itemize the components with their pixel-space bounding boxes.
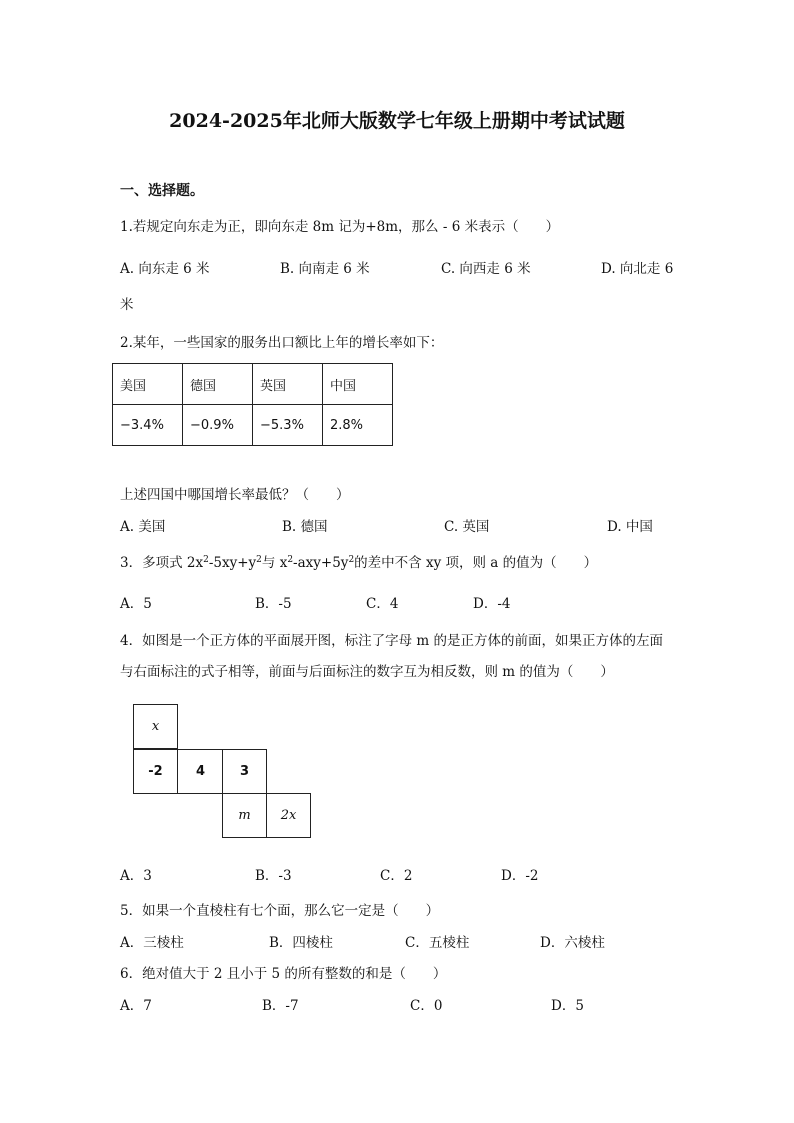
question-5-option-b: B．四棱柱 (269, 935, 333, 951)
q3-text: -axy+5y (293, 555, 349, 571)
table-header-cell: 美国 (113, 364, 183, 405)
q3-text: -5xy+y (208, 555, 257, 571)
question-4-stem-line-1: 4．如图是一个正方体的平面展开图，标注了字母 m 的是正方体的前面，如果正方体的左面 (120, 633, 663, 649)
q3-text: 的差中不含 xy 项，则 a 的值为（ ） (354, 555, 598, 571)
question-4-option-a: A．3 (120, 868, 152, 884)
table-header-row (113, 364, 393, 405)
question-3-option-a: A．5 (120, 596, 152, 612)
question-2-option-a: A. 美国 (120, 519, 166, 535)
question-2-option-d: D. 中国 (607, 519, 653, 535)
cube-net-middle-border (178, 749, 222, 794)
table-header-cell: 英国 (253, 364, 323, 405)
cube-net-face-front: m (222, 793, 267, 838)
table-cell: −0.9% (183, 405, 253, 446)
question-6-option-d: D．5 (551, 998, 584, 1014)
question-5-option-a: A．三棱柱 (120, 935, 184, 951)
question-2-stem: 2.某年，一些国家的服务出口额比上年的增长率如下： (120, 335, 444, 351)
question-4-option-b: B．-3 (255, 868, 292, 884)
question-1-option-b: B. 向南走 6 米 (280, 261, 370, 277)
question-3-option-c: C．4 (366, 596, 399, 612)
cube-net-face-top: x (133, 704, 178, 749)
question-4-stem-line-2: 与右面标注的式子相等，前面与后面标注的数字互为相反数，则 m 的值为（ ） (120, 664, 614, 680)
q3-text: 与 x (261, 555, 288, 571)
table-row (113, 405, 393, 446)
q3-exponent: 2 (287, 555, 294, 565)
table-header-cell: 中国 (323, 364, 393, 405)
question-1-option-d: D. 向北走 6 (601, 261, 674, 277)
question-1-option-a: A. 向东走 6 米 (120, 261, 210, 277)
table-cell: 2.8% (323, 405, 393, 446)
question-2-prompt: 上述四国中哪国增长率最低？（ ） (120, 487, 350, 503)
question-2-option-c: C. 英国 (444, 519, 490, 535)
q3-text: 3．多项式 2x (120, 555, 204, 571)
question-1-option-d-wrap: 米 (120, 297, 134, 313)
question-3-option-b: B．-5 (255, 596, 292, 612)
table-cell: −3.4% (113, 405, 183, 446)
question-3-stem (120, 557, 597, 571)
q3-exponent: 2 (348, 555, 355, 565)
question-5-stem: 5．如果一个直棱柱有七个面，那么它一定是（ ） (120, 903, 440, 919)
cube-net-face-left: -2 (133, 749, 178, 794)
page-title: 2024-2025年北师大版数学七年级上册期中考试试题 (169, 110, 625, 132)
table-header-cell: 德国 (183, 364, 253, 405)
question-4-option-c: C．2 (380, 868, 413, 884)
question-5-option-c: C．五棱柱 (405, 935, 470, 951)
question-6-option-b: B．-7 (262, 998, 299, 1014)
question-5-option-d: D．六棱柱 (540, 935, 605, 951)
section-heading: 一、选择题。 (120, 183, 204, 199)
growth-rate-table (112, 363, 393, 446)
question-1-option-c: C. 向西走 6 米 (441, 261, 531, 277)
q3-exponent: 2 (256, 555, 262, 565)
cube-net-face-middle: 4 (195, 764, 206, 779)
cube-net-face-bottom-right: 2x (266, 793, 311, 838)
question-3-option-d: D．-4 (473, 596, 511, 612)
question-2-option-b: B. 德国 (282, 519, 328, 535)
cube-net-face-right: 3 (222, 749, 267, 794)
question-6-stem: 6．绝对值大于 2 且小于 5 的所有整数的和是（ ） (120, 966, 447, 982)
question-1-stem: 1.若规定向东走为正，即向东走 8m 记为+8m，那么 - 6 米表示（ ） (120, 219, 560, 235)
question-4-option-d: D．-2 (501, 868, 539, 884)
q3-exponent: 2 (203, 555, 209, 565)
table-cell: −5.3% (253, 405, 323, 446)
question-6-option-a: A．7 (120, 998, 152, 1014)
question-6-option-c: C．0 (410, 998, 443, 1014)
